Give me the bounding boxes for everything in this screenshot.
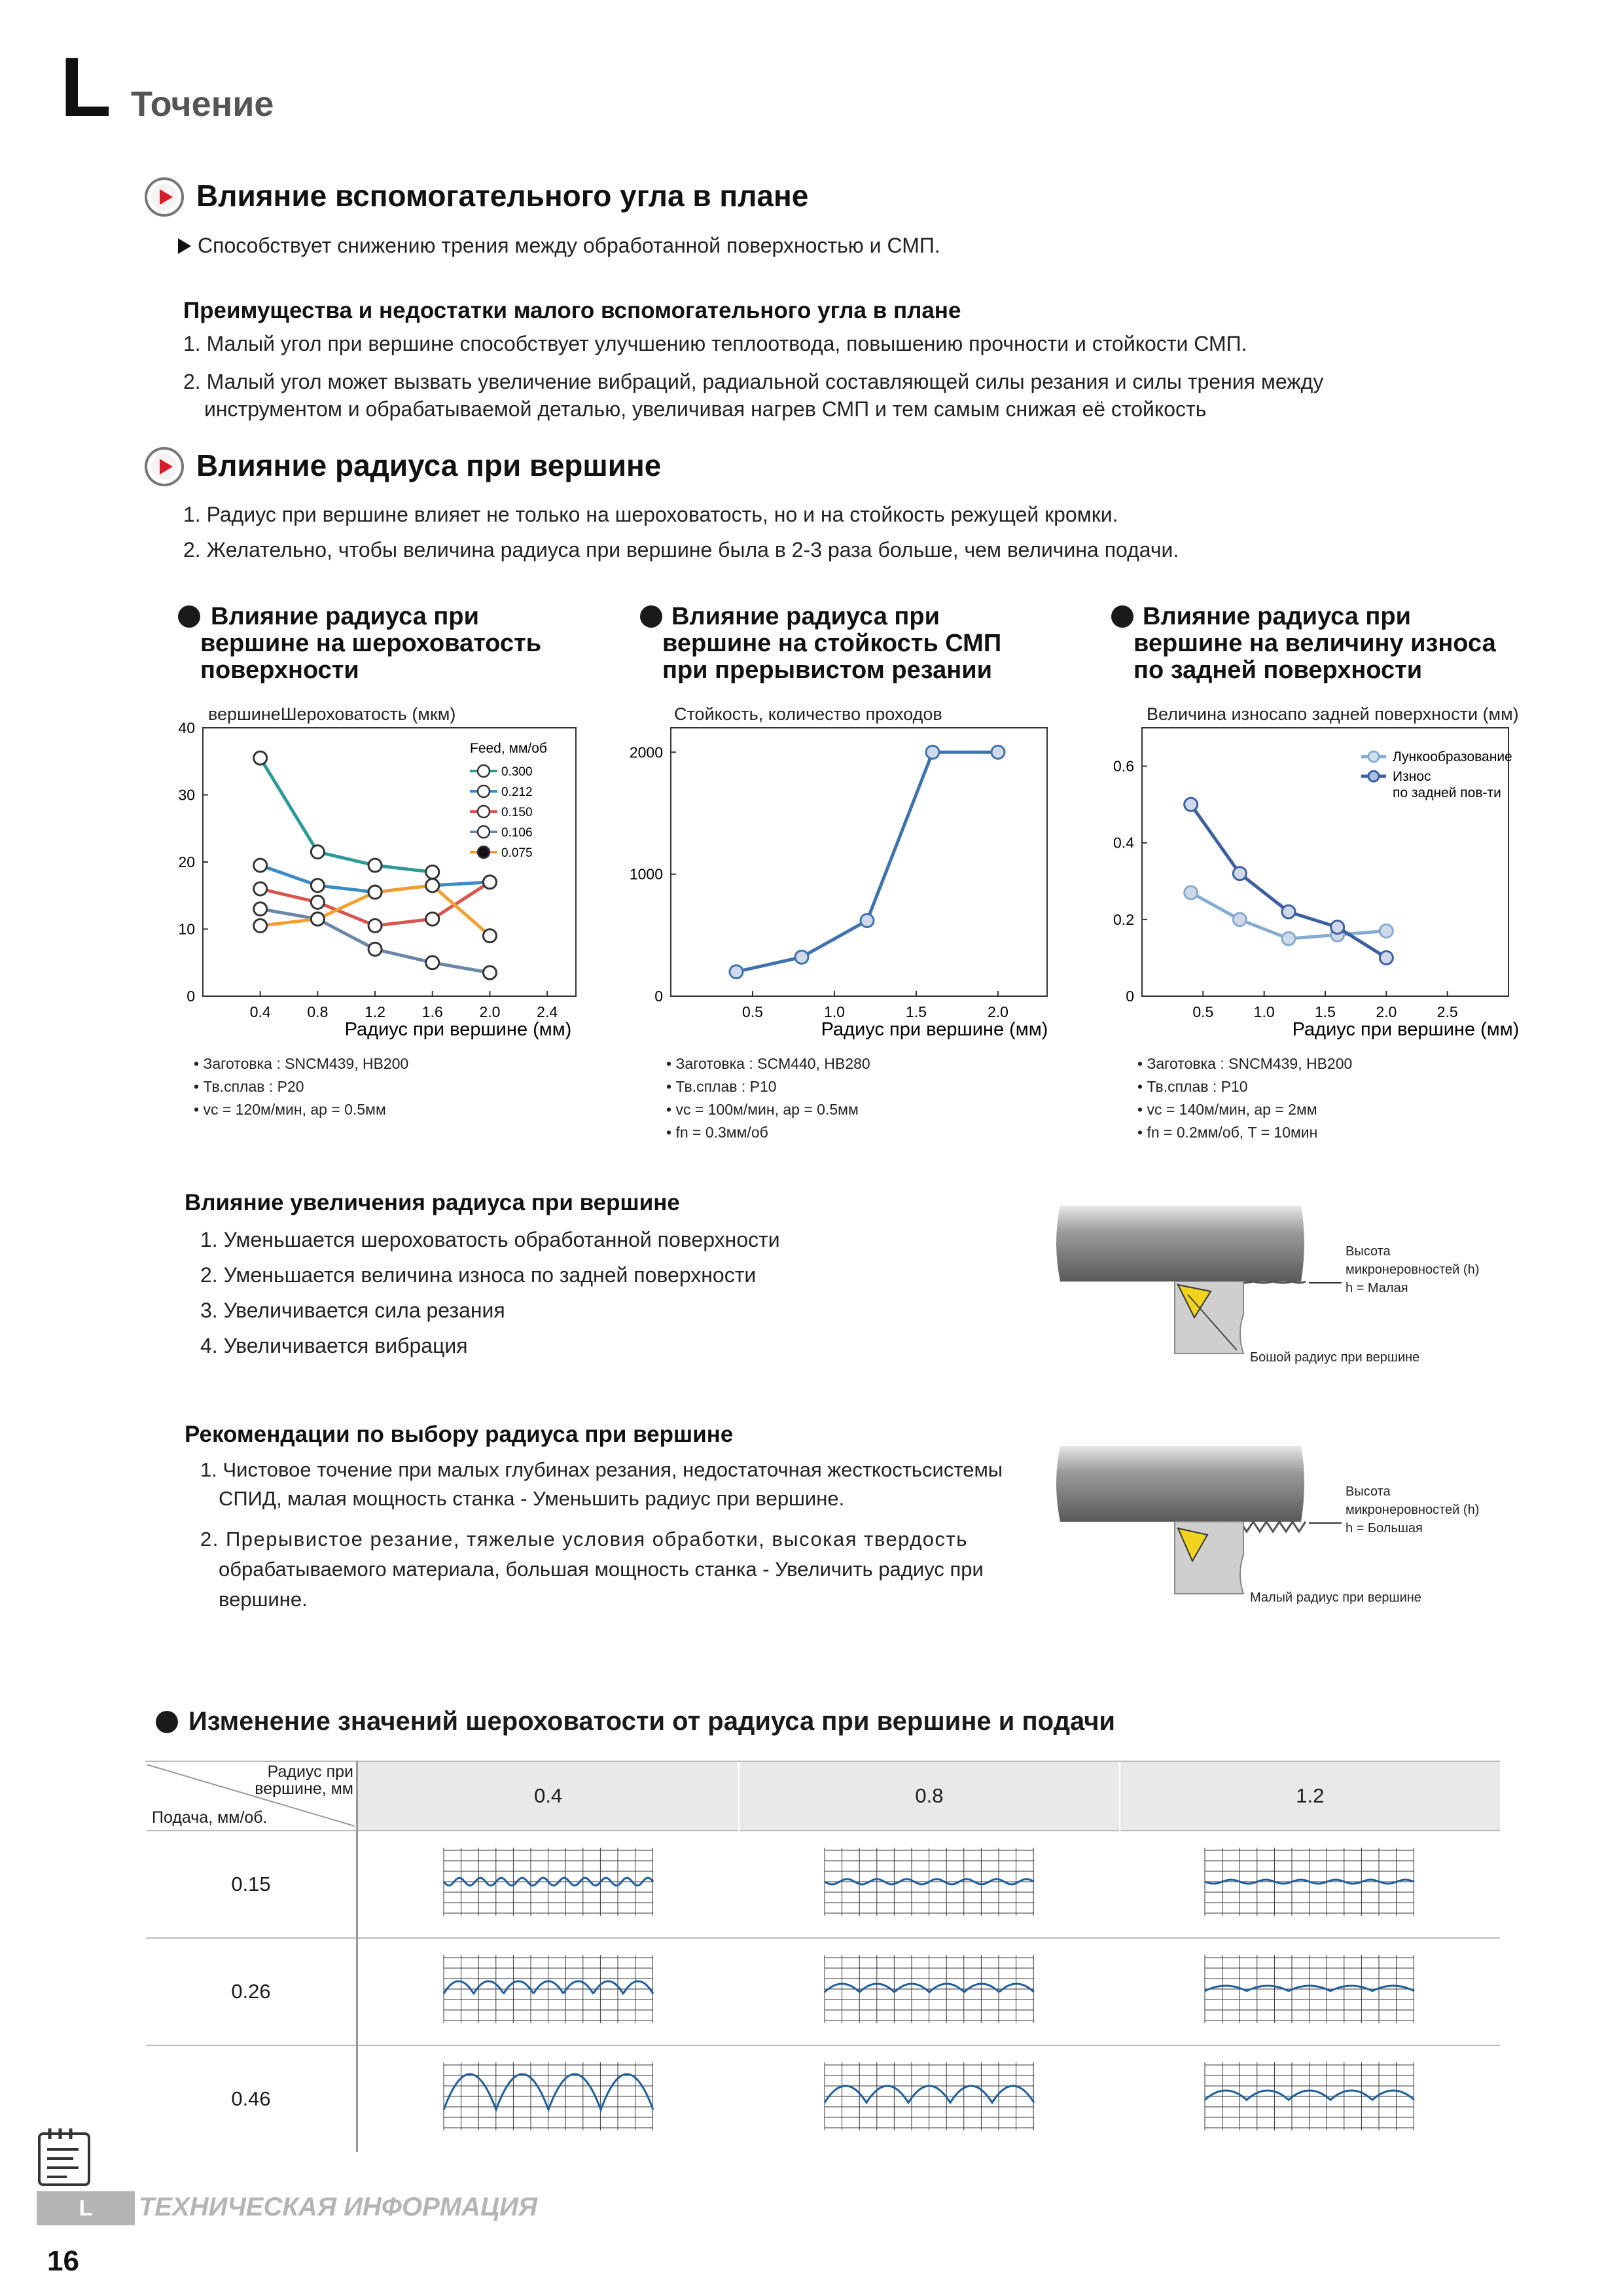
x-tick-label: 0.5 <box>742 1003 763 1020</box>
notepad-icon <box>37 2126 92 2187</box>
table-column-header: 0.8 <box>739 1761 1119 1831</box>
section-title: Влияние радиуса при вершине <box>196 448 662 482</box>
data-point <box>368 886 382 899</box>
chart3-xlabel: Радиус при вершине (мм) <box>1292 1019 1520 1040</box>
chart-heading: Влияние радиуса при <box>671 603 940 630</box>
y-tick-label: 40 <box>178 719 195 736</box>
figure-caption: Бошой радиус при вершине <box>1250 1350 1420 1365</box>
roughness-profile <box>431 2057 666 2136</box>
data-point <box>1282 932 1295 945</box>
list-item: 2. Уменьшается величина износа по задней поверхности <box>200 1263 757 1287</box>
list-item-continued: обрабатываемого материала, большая мощность станка - Увеличить радиус при <box>219 1558 984 1581</box>
chart3-notes: • Заготовка : SNCM439, HB200 • Тв.сплав : P10 • vc = 140м/мин, ap = 2мм • fn = 0.2мм/об, T = 10мин <box>1137 1055 1353 1141</box>
list-item: 1. Радиус при вершине влияет не только на шероховатость, но и на стойкость режущей кромки. <box>183 503 1118 526</box>
table-column-header: 0.4 <box>357 1761 740 1831</box>
figure-label: h = Большая <box>1346 1521 1423 1535</box>
chart1-legend-title: Feed, мм/об <box>470 741 547 756</box>
table-row <box>146 1831 1500 1938</box>
chart3-legend <box>1361 749 1512 800</box>
x-tick-label: 1.0 <box>1253 1003 1275 1020</box>
data-point <box>1380 924 1393 937</box>
profile-cell <box>739 1938 1119 2045</box>
data-point <box>1233 867 1246 880</box>
data-point <box>426 879 439 892</box>
data-point <box>1331 921 1344 934</box>
profile-cell <box>357 2045 740 2152</box>
figure-label: h = Малая <box>1346 1281 1408 1295</box>
page-title: Точение <box>131 84 274 124</box>
data-point <box>311 912 324 925</box>
x-tick-label: 1.0 <box>824 1003 845 1020</box>
series-line <box>260 758 433 872</box>
profile-cell <box>1120 1938 1500 2045</box>
list-item-continued: инструментом и обрабатываемой деталью, увеличивая нагрев СМП и тем самым снижая её стойкость <box>204 397 1207 421</box>
footer-label: ТЕХНИЧЕСКАЯ ИНФОРМАЦИЯ <box>139 2193 538 2221</box>
y-tick-label: 30 <box>178 786 195 804</box>
charts-canvas <box>0 0 1623 1047</box>
profile-cell <box>357 1831 740 1938</box>
legend-label: 0.150 <box>501 806 533 819</box>
roughness-table <box>145 1761 1500 2152</box>
chart2-xlabel: Радиус при вершине (мм) <box>821 1019 1048 1040</box>
roughness-profile <box>1192 1842 1427 1921</box>
figure-label: Высота <box>1346 1484 1391 1499</box>
legend-marker <box>478 765 490 777</box>
y-tick-label: 0 <box>654 988 663 1005</box>
chart1-ylabel: вершинеШероховатость (мкм) <box>208 704 456 724</box>
figure-label: микронеровностей (h) <box>1346 1503 1480 1517</box>
legend-marker <box>478 826 490 838</box>
table-column-header: 1.2 <box>1120 1761 1500 1831</box>
chart3-legend-2: Износ <box>1393 769 1431 784</box>
roughness-profile <box>431 1950 666 2028</box>
legend-label: 0.106 <box>501 826 533 840</box>
data-point <box>991 745 1005 759</box>
figure-label: микронеровностей (h) <box>1346 1263 1480 1277</box>
list-item: 4. Увеличивается вибрация <box>200 1334 468 1357</box>
data-point <box>1185 886 1198 899</box>
data-point <box>426 912 439 925</box>
data-point <box>254 751 267 764</box>
data-point <box>311 896 324 909</box>
roughness-profile <box>1192 1950 1427 2028</box>
bullet-dot-icon <box>156 1711 178 1733</box>
chart2-marks <box>630 744 1008 1020</box>
profile-cell <box>739 1831 1119 1938</box>
y-tick-label: 0.6 <box>1113 757 1134 775</box>
profile-cell <box>739 2045 1119 2152</box>
chart3-legend-1: Лункообразование <box>1393 749 1512 764</box>
chart3-legend-2b: по задней пов-ти <box>1393 785 1501 800</box>
footer-section-letter: L <box>37 2191 135 2225</box>
x-tick-label: 2.0 <box>1376 1003 1397 1020</box>
data-point <box>426 956 439 969</box>
legend-marker <box>478 785 490 797</box>
x-tick-label: 2.5 <box>1436 1003 1458 1020</box>
data-point <box>311 846 324 859</box>
subsection-title: Преимущества и недостатки малого вспомогательного угла в плане <box>183 298 961 323</box>
chart3-ylabel: Величина износапо задней поверхности (мм) <box>1147 704 1519 724</box>
x-tick-label: 0.4 <box>249 1003 271 1020</box>
chart-heading: вершине на стойкость СМП <box>662 630 1002 657</box>
corner-feed-label: Подача, мм/об. <box>152 1808 268 1827</box>
data-point <box>795 950 808 963</box>
profile-cell <box>1120 2045 1500 2152</box>
legend-marker <box>478 846 490 858</box>
chart1-xlabel: Радиус при вершине (мм) <box>344 1019 572 1040</box>
table-row <box>146 2045 1500 2152</box>
chart-heading: поверхности <box>200 656 359 684</box>
roughness-profile <box>812 1950 1047 2028</box>
table-title: Изменение значений шероховатости от радиуса при вершине и подачи <box>188 1707 1116 1736</box>
data-point <box>483 876 496 889</box>
list-item: 3. Увеличивается сила резания <box>200 1299 505 1322</box>
chart-heading: Влияние радиуса при <box>211 603 479 630</box>
data-point <box>368 919 382 932</box>
table-row-header: 0.46 <box>146 2045 357 2152</box>
list-item-continued: вершине. <box>219 1588 308 1611</box>
chart2-notes: • Заготовка : SCM440, HB280 • Тв.сплав : P10 • vc = 100м/мин, ap = 0.5мм • fn = 0.3мм/об <box>666 1055 870 1141</box>
chart1-legend <box>470 765 533 860</box>
figure-caption: Малый радиус при вершине <box>1250 1590 1421 1605</box>
chart3-frame <box>1142 728 1508 996</box>
roughness-profile <box>812 2057 1047 2136</box>
legend-label: 0.212 <box>501 785 533 799</box>
table-row-header: 0.26 <box>146 1938 357 2045</box>
legend-label: 0.300 <box>501 765 533 779</box>
data-point <box>1185 798 1198 811</box>
y-tick-label: 2000 <box>629 744 663 761</box>
roughness-profile <box>812 1842 1047 1921</box>
corner-radius-label: Радиус при вершине, мм <box>255 1763 353 1798</box>
x-tick-label: 2.0 <box>479 1003 501 1020</box>
chart1-marks <box>178 719 558 1020</box>
x-tick-label: 2.0 <box>988 1003 1008 1020</box>
series-line <box>736 752 998 971</box>
small-radius-figure <box>1047 1443 1623 1613</box>
page-number: 16 <box>47 2245 79 2277</box>
y-tick-label: 10 <box>178 920 195 938</box>
list-item: 1. Малый угол при вершине способствует улучшению теплоотвода, повышению прочности и стойкости СМП. <box>183 332 1247 355</box>
profile-cell <box>1120 1831 1500 1938</box>
x-tick-label: 1.6 <box>421 1003 443 1020</box>
chart-heading: Влияние радиуса при <box>1143 603 1411 630</box>
section-title: Влияние вспомогательного угла в плане <box>196 179 809 213</box>
data-point <box>254 919 267 932</box>
chart1-notes: • Заготовка : SNCM439, HB200 • Тв.сплав : P20 • vc = 120м/мин, ap = 0.5мм <box>194 1055 409 1118</box>
chart2-frame <box>671 728 1047 996</box>
data-point <box>254 882 267 895</box>
chart-heading: вершине на величину износа <box>1133 630 1496 657</box>
list-item: 2. Желательно, чтобы величина радиуса при вершине была в 2-3 раза больше, чем величина подачи. <box>183 538 1179 562</box>
x-tick-label: 2.4 <box>537 1003 558 1020</box>
x-tick-label: 0.5 <box>1192 1003 1214 1020</box>
figure-label: Высота <box>1346 1244 1391 1259</box>
y-tick-label: 20 <box>178 853 195 870</box>
chart2-ylabel: Стойкость, количество проходов <box>674 704 942 724</box>
section-bullet: Способствует снижению трения между обработанной поверхностью и СМП. <box>198 234 940 257</box>
legend-label: 0.075 <box>501 846 533 860</box>
subsection-title: Рекомендации по выбору радиуса при вершине <box>185 1422 734 1447</box>
list-item: 1. Чистовое точение при малых глубинах резания, недостаточная жесткостьсистемы <box>200 1458 1003 1481</box>
y-tick-label: 1000 <box>629 865 663 883</box>
data-point <box>254 859 267 872</box>
data-point <box>1233 913 1246 926</box>
list-item-continued: СПИД, малая мощность станка - Уменьшить радиус при вершине. <box>219 1487 845 1510</box>
data-point <box>483 966 496 979</box>
chart-heading: по задней поверхности <box>1133 656 1423 684</box>
y-tick-label: 0 <box>1126 988 1134 1005</box>
list-item: 2. Малый угол может вызвать увеличение вибраций, радиальной составляющей силы резания и силы трения между <box>183 370 1324 393</box>
roughness-profile <box>431 1842 666 1921</box>
data-point <box>861 914 874 927</box>
table-row <box>146 1938 1500 2045</box>
list-item: 2. Прерывистое резание, тяжелые условия обработки, высокая твердость <box>200 1528 968 1551</box>
subsection-title: Влияние увеличения радиуса при вершине <box>185 1190 680 1215</box>
data-point <box>368 859 382 872</box>
data-point <box>1282 905 1295 918</box>
profile-cell <box>357 1938 740 2045</box>
data-point <box>730 965 743 978</box>
roughness-profile <box>1192 2057 1427 2136</box>
x-tick-label: 0.8 <box>307 1003 329 1020</box>
table-row-header: 0.15 <box>146 1831 357 1938</box>
large-radius-figure <box>1047 1203 1623 1373</box>
x-tick-label: 1.2 <box>365 1003 386 1020</box>
data-point <box>426 865 439 878</box>
legend-marker <box>478 806 490 817</box>
section-letter: L <box>60 41 112 134</box>
x-tick-label: 1.5 <box>1315 1003 1336 1020</box>
y-tick-label: 0.2 <box>1113 910 1134 928</box>
data-point <box>483 929 496 942</box>
y-tick-label: 0.4 <box>1113 834 1134 852</box>
data-point <box>254 903 267 916</box>
x-tick-label: 1.5 <box>906 1003 927 1020</box>
chart-heading: при прерывистом резании <box>662 656 992 684</box>
list-item: 1. Уменьшается шероховатость обработанной поверхности <box>200 1228 780 1251</box>
data-point <box>311 879 324 892</box>
table-corner-cell <box>146 1761 357 1831</box>
y-tick-label: 0 <box>187 988 195 1005</box>
data-point <box>368 942 382 956</box>
data-point <box>926 745 939 759</box>
data-point <box>1380 951 1393 964</box>
chart-heading: вершине на шероховатость <box>200 630 542 657</box>
